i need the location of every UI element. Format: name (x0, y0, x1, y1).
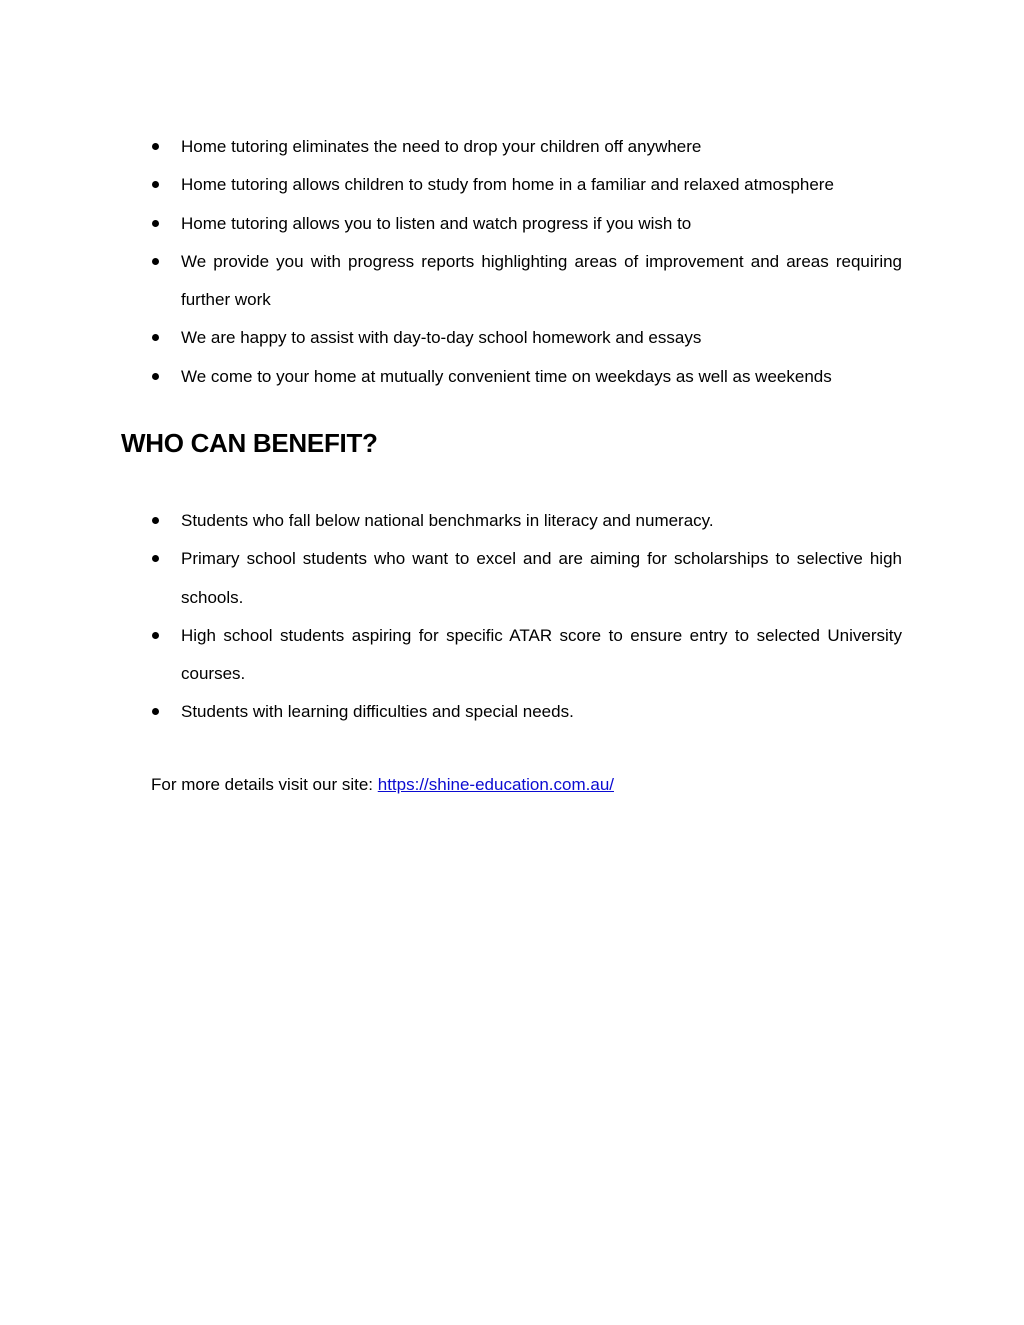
bullet-icon (152, 181, 159, 188)
list-item (150, 205, 902, 243)
list-item-text: Home tutoring eliminates the need to drop your children off anywhere (181, 137, 702, 156)
bullet-icon (152, 143, 159, 150)
bullet-icon (152, 220, 159, 227)
list-item (150, 166, 902, 204)
list-item-text: We are happy to assist with day-to-day school homework and essays (181, 328, 702, 348)
list-item-text: Students who fall below national benchmarks in literacy and numeracy. (181, 511, 714, 530)
section-heading-who-can-benefit: WHO CAN BENEFIT? (121, 428, 378, 458)
list-item (150, 540, 902, 617)
tutoring-benefits-list (150, 128, 902, 396)
bullet-icon (152, 373, 159, 380)
bullet-icon (152, 517, 159, 524)
bullet-icon (152, 632, 159, 639)
list-item (150, 358, 902, 396)
list-item-text: Home tutoring allows children to study from home in a familiar and relaxed atmosphere (181, 175, 834, 195)
bullet-icon (152, 258, 159, 265)
list-item (150, 243, 902, 320)
who-can-benefit-list (150, 502, 902, 732)
list-item-text: Primary school students who want to excel and are aiming for scholarships to selective high schools. (181, 549, 902, 607)
list-item (150, 502, 902, 540)
list-item (150, 319, 902, 357)
bullet-icon (152, 708, 159, 715)
bullet-icon (152, 555, 159, 562)
list-item-text: High school students aspiring for specific ATAR score to ensure entry to selected University courses. (181, 625, 902, 684)
site-details-prefix: For more details visit our site: (151, 775, 378, 794)
list-item (150, 128, 902, 166)
list-item (150, 617, 902, 694)
list-item (150, 693, 902, 731)
bullet-icon (152, 334, 159, 341)
list-item-text: Students with learning difficulties and special needs. (181, 702, 574, 722)
site-details-line (151, 771, 614, 799)
list-item-text: Home tutoring allows you to listen and watch progress if you wish to (181, 213, 692, 233)
website-link[interactable]: https://shine-education.com.au/ (377, 775, 614, 794)
list-item-text: We provide you with progress reports highlighting areas of improvement and areas requiring further work (181, 251, 902, 310)
list-item-text: We come to your home at mutually convenient time on weekdays as well as weekends (181, 366, 832, 386)
